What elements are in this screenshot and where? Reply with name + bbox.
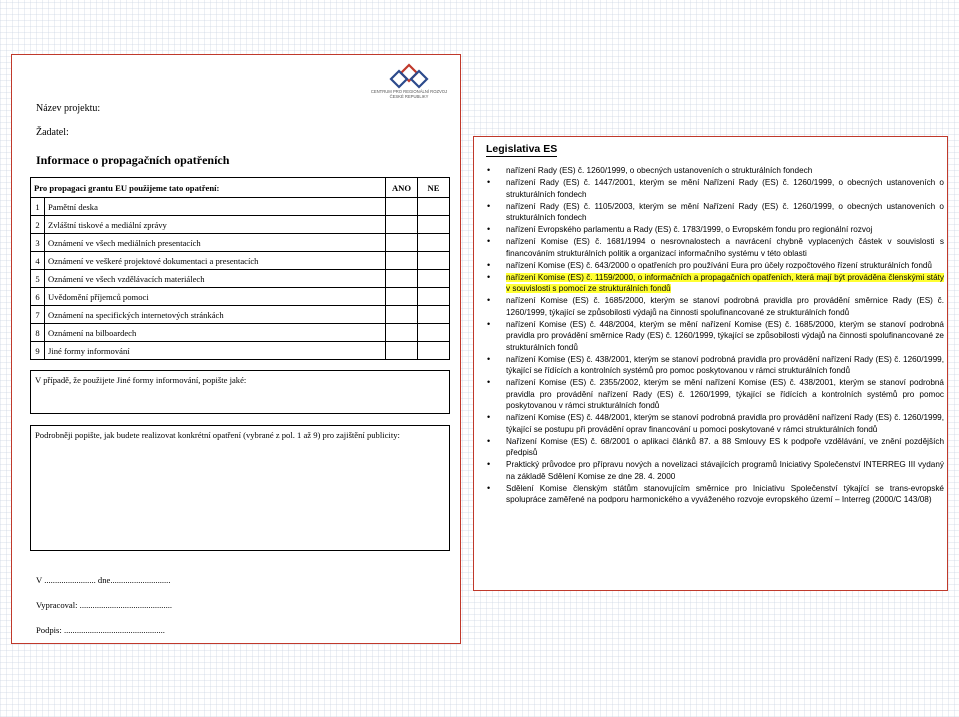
list-item	[486, 377, 944, 412]
list-item	[486, 295, 944, 318]
row-label: Zvláštní tiskové a mediální zprávy	[45, 216, 386, 234]
form-title: Informace o propagačních opatřeních	[36, 153, 230, 167]
table-row	[31, 216, 450, 234]
item-text: nařízení Komise (ES) č. 1681/1994 o nesrovnalostech a navrácení chybně vyplacených částek v souvislosti s financováním strukturálních politik a organizací informačního systému v této oblasti	[506, 237, 944, 258]
item-text: nařízení Komise (ES) č. 2355/2002, kterým se mění nařízení Komise (ES) č. 438/2001, kterým se stanoví podrobná pravidla pro provádění nařízení Rady (ES) č. 1260/1999, týkající se řídících a kontrolních systémů pro pomoc poskytovanou v rámci strukturálních fondů	[506, 378, 944, 410]
row-label: Uvědomění příjemců pomoci	[45, 288, 386, 306]
logo-text-line2: ČESKÉ REPUBLIKY	[389, 94, 429, 99]
table-row	[31, 198, 450, 216]
row-label: Oznámení ve veškeré projektové dokumentaci a presentacích	[45, 252, 386, 270]
other-forms-box[interactable]	[30, 370, 450, 414]
detail-description-box[interactable]	[30, 425, 450, 551]
row-number: 3	[31, 234, 45, 252]
no-checkbox-cell[interactable]	[418, 324, 450, 342]
list-item	[486, 319, 944, 354]
no-checkbox-cell[interactable]	[418, 198, 450, 216]
list-item	[486, 224, 944, 236]
row-number: 4	[31, 252, 45, 270]
prepared-by-line: Vypracoval: ...........................................	[36, 600, 173, 610]
no-checkbox-cell[interactable]	[418, 234, 450, 252]
table-row	[31, 324, 450, 342]
yes-checkbox-cell[interactable]	[386, 324, 418, 342]
item-text: nařízení Komise (ES) č. 448/2001, kterým se stanoví podrobná pravidla pro provádění nařízení Rady (ES) č. 1260/1999, týkající se postupu při provádění oprav financování u pomoci poskytované v rámci strukturálních fondů	[506, 413, 944, 434]
list-item	[486, 260, 944, 272]
publicity-form-document	[11, 54, 461, 644]
item-text: nařízení Komise (ES) č. 448/2004, kterým se mění nařízení Komise (ES) č. 1685/2000, kterým se stanoví podrobná pravidla pro provádění směrnice Rady (ES) č. 1260/1999, týkající se způsobilosti výdajů na činnosti spolufinancované ze strukturálních fondů	[506, 319, 944, 352]
list-item	[486, 165, 944, 177]
row-label: Oznámení ve všech vzdělávacích materiálech	[45, 270, 386, 288]
row-number: 8	[31, 324, 45, 342]
list-item	[486, 177, 944, 200]
row-number: 6	[31, 288, 45, 306]
row-number: 2	[31, 216, 45, 234]
list-item	[486, 412, 944, 435]
no-checkbox-cell[interactable]	[418, 252, 450, 270]
yes-checkbox-cell[interactable]	[386, 306, 418, 324]
item-text: nařízení Komise (ES) č. 1685/2000, kterým se stanoví podrobná pravidla pro provádění směrnice Rady (ES) č. 1260/1999, týkající se způsobilosti výdajů na činnosti spolufinancované ze strukturálních fondů	[506, 296, 944, 317]
crr-logo	[364, 63, 454, 103]
row-label: Jiné formy informování	[45, 342, 386, 360]
other-forms-label: V případě, že použijete Jiné formy informování, popište jaké:	[35, 375, 247, 385]
project-name-label: Název projektu:	[36, 103, 101, 114]
yes-checkbox-cell[interactable]	[386, 288, 418, 306]
measures-body	[31, 198, 450, 360]
row-label: Oznámení ve všech mediálních presentacích	[45, 234, 386, 252]
item-text: nařízení Rady (ES) č. 1447/2001, kterým se mění Nařízení Rady (ES) č. 1260/1999, o obecných ustanoveních o strukturálních fondech	[506, 178, 944, 199]
list-item	[486, 483, 944, 506]
row-number: 1	[31, 198, 45, 216]
row-label: Pamětní deska	[45, 198, 386, 216]
list-item	[486, 459, 944, 482]
list-item	[486, 201, 944, 224]
item-text: Praktický průvodce pro přípravu nových a novelizaci stávajících programů Iniciativy Společenství INTERREG III vydaný na základě Sdělení Komise ze dne 28. 4. 2000	[506, 460, 944, 481]
detail-description-label: Podrobněji popište, jak budete realizovat konkrétní opatření (vybrané z pol. 1 až 9) pro zajištění publicity:	[35, 430, 400, 440]
col-yes-header: ANO	[386, 178, 418, 198]
table-row	[31, 252, 450, 270]
no-checkbox-cell[interactable]	[418, 270, 450, 288]
crr-logo-icon	[364, 63, 454, 89]
table-row	[31, 342, 450, 360]
table-header-row	[31, 178, 450, 198]
list-item	[486, 272, 944, 295]
item-text: nařízení Evropského parlamentu a Rady (ES) č. 1783/1999, o Evropském fondu pro regionální rozvoj	[506, 225, 873, 234]
item-text: nařízení Rady (ES) č. 1260/1999, o obecných ustanoveních o strukturálních fondech	[506, 166, 813, 175]
list-item	[486, 354, 944, 377]
list-item	[486, 236, 944, 259]
col-no-header: NE	[418, 178, 450, 198]
legislation-heading: Legislativa ES	[486, 143, 558, 155]
legislation-list	[486, 165, 944, 506]
yes-checkbox-cell[interactable]	[386, 198, 418, 216]
yes-checkbox-cell[interactable]	[386, 234, 418, 252]
row-label: Oznámení na specifických internetových stránkách	[45, 306, 386, 324]
no-checkbox-cell[interactable]	[418, 216, 450, 234]
yes-checkbox-cell[interactable]	[386, 342, 418, 360]
applicant-label: Žadatel:	[36, 127, 69, 138]
highlighted-item-text: nařízení Komise (ES) č. 1159/2000, o informačních a propagačních opatřeních, která mají být prováděna členskými státy v souvislosti s pomocí ze strukturálních fondů	[506, 272, 944, 293]
list-item	[486, 436, 944, 459]
row-label: Oznámení na bilboardech	[45, 324, 386, 342]
legislation-document	[473, 136, 948, 591]
item-text: Sdělení Komise členským státům stanovujícím směrnice pro Iniciativu Společenství týkající se trans-evropské spolupráce zaměřené na podporu harmonického a vyváženého rozvoje evropského území – Interreg (2000/C 143/08)	[506, 483, 944, 504]
item-text: nařízení Komise (ES) č. 643/2000 o opatřeních pro používání Eura pro účely rozpočtového řízení strukturálních fondů	[506, 260, 932, 270]
item-text: nařízení Komise (ES) č. 438/2001, kterým se stanoví podrobná pravidla pro provádění nařízení Rady (ES) č. 1260/1999, týkající se řídících a kontrolních systémů pro pomoc poskytovanou v rámci strukturálních fondů	[506, 354, 944, 375]
row-number: 5	[31, 270, 45, 288]
logo-text-line1: CENTRUM PRO REGIONÁLNÍ ROZVOJ	[370, 89, 448, 94]
no-checkbox-cell[interactable]	[418, 306, 450, 324]
table-row	[31, 234, 450, 252]
yes-checkbox-cell[interactable]	[386, 252, 418, 270]
no-checkbox-cell[interactable]	[418, 288, 450, 306]
table-row	[31, 306, 450, 324]
logo-text	[364, 89, 454, 99]
table-header-label: Pro propagaci grantu EU použijeme tato opatření:	[31, 178, 386, 198]
item-text: Nařízení Komise (ES) č. 68/2001 o aplikaci článků 87. a 88 Smlouvy ES k podpoře vzdělávání, ve znění pozdějších předpisů	[506, 436, 944, 457]
signature-line: Podpis: ...............................................	[36, 625, 165, 635]
row-number: 9	[31, 342, 45, 360]
table-row	[31, 270, 450, 288]
row-number: 7	[31, 306, 45, 324]
table-row	[31, 288, 450, 306]
place-date-line: V ........................ dne............................	[36, 575, 171, 585]
measures-table	[30, 177, 450, 360]
item-text: nařízení Rady (ES) č. 1105/2003, kterým se mění Nařízení Rady (ES) č. 1260/1999, o obecných ustanoveních o strukturálních fondech	[506, 201, 944, 222]
yes-checkbox-cell[interactable]	[386, 216, 418, 234]
no-checkbox-cell[interactable]	[418, 342, 450, 360]
yes-checkbox-cell[interactable]	[386, 270, 418, 288]
